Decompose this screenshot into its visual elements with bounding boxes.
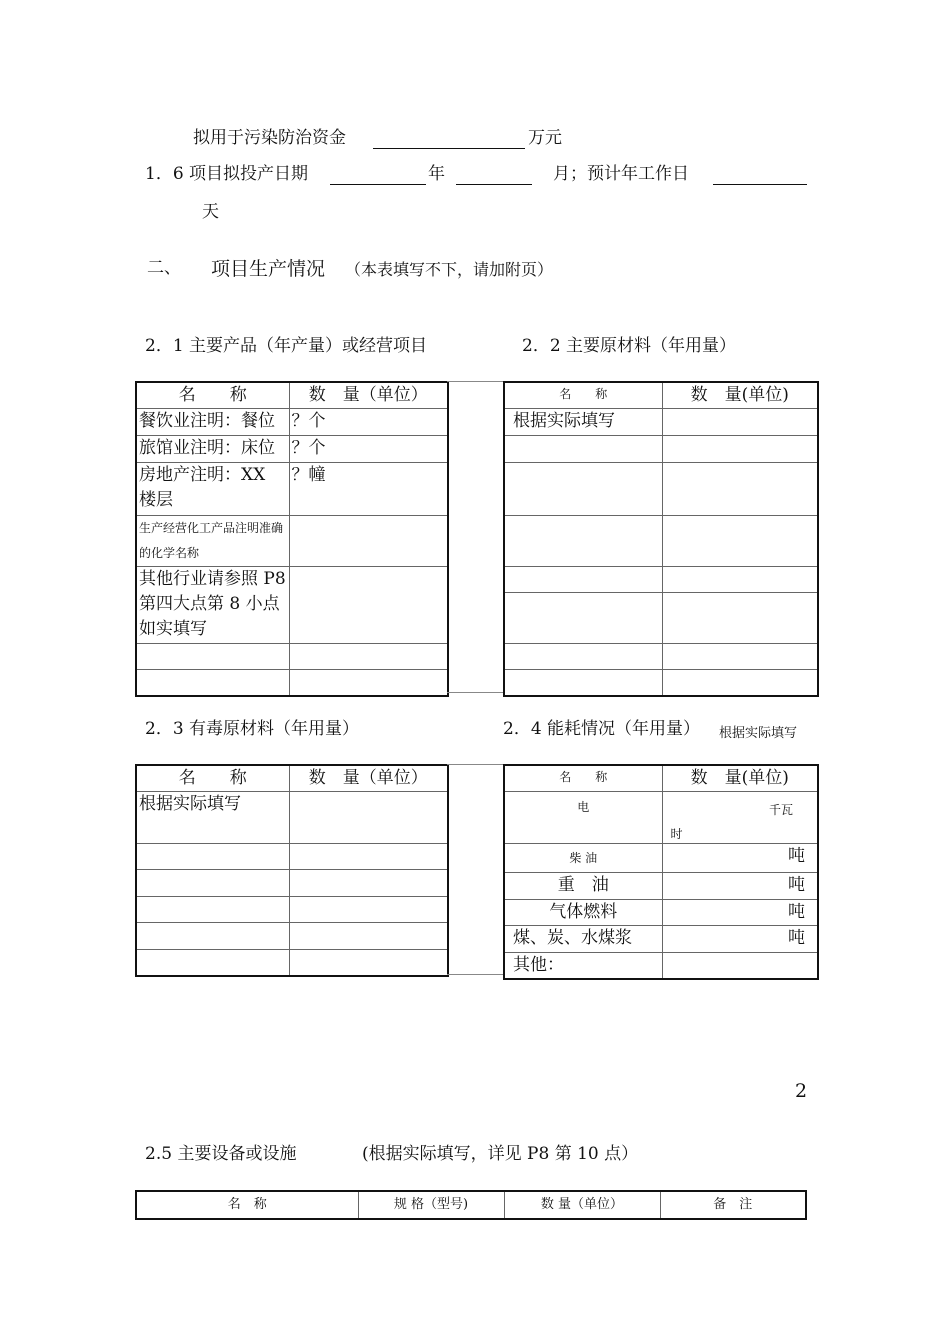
table-cell[interactable] <box>504 567 662 593</box>
table-cell[interactable] <box>662 953 818 980</box>
energy-gas: 气体燃料 <box>504 900 662 926</box>
table-gap <box>447 764 503 975</box>
table-cell[interactable] <box>504 436 662 463</box>
table-cell[interactable]: ？个 <box>289 436 448 463</box>
table-cell: 旅馆业注明：床位 <box>136 436 289 463</box>
table-cell[interactable] <box>662 409 818 436</box>
energy-heavy-oil: 重 油 <box>504 873 662 900</box>
t21-header-qty: 数 量（单位） <box>289 382 448 409</box>
table-cell[interactable] <box>289 923 448 950</box>
energy-diesel: 柴 油 <box>504 844 662 873</box>
page-number: 2 <box>795 1080 808 1102</box>
energy-gas-unit[interactable]: 吨 <box>662 900 818 926</box>
t24-header-name: 名 称 <box>504 765 662 792</box>
table-cell[interactable] <box>662 593 818 644</box>
table-cell: 根据实际填写 <box>504 409 662 436</box>
section-number: 二、 <box>147 258 181 278</box>
energy-heavy-oil-unit[interactable]: 吨 <box>662 873 818 900</box>
table-cell: 根据实际填写 <box>136 792 289 844</box>
t23-caption: 2．3 有毒原材料（年用量） <box>145 719 360 739</box>
table-cell[interactable] <box>136 644 289 670</box>
table-cell[interactable] <box>289 644 448 670</box>
t25-header-name: 名 称 <box>136 1191 358 1219</box>
t22-table <box>503 381 819 697</box>
workday-blank[interactable] <box>713 184 807 185</box>
energy-coal: 煤、炭、水煤浆 <box>504 926 662 953</box>
t23-table <box>135 764 449 977</box>
table-cell[interactable] <box>662 463 818 516</box>
table-cell[interactable] <box>136 950 289 976</box>
table-gap <box>447 381 503 693</box>
t21-table <box>135 381 449 697</box>
t24-header-qty: 数 量(单位) <box>662 765 818 792</box>
table-cell[interactable] <box>289 792 448 844</box>
table-cell[interactable] <box>662 567 818 593</box>
t25-header-qty: 数 量（单位） <box>504 1191 660 1219</box>
t25-table <box>135 1190 807 1220</box>
energy-other: 其他： <box>504 953 662 980</box>
table-cell[interactable]: ？幢 <box>289 463 448 516</box>
table-cell[interactable] <box>504 670 662 696</box>
table-cell[interactable] <box>136 923 289 950</box>
table-cell[interactable] <box>136 897 289 923</box>
energy-diesel-unit[interactable]: 吨 <box>662 844 818 873</box>
energy-coal-unit[interactable]: 吨 <box>662 926 818 953</box>
month-label: 月；预计年工作日 <box>553 164 689 184</box>
table-cell: 餐饮业注明：餐位 <box>136 409 289 436</box>
electric-qty-cell[interactable] <box>662 792 818 844</box>
table-cell[interactable] <box>662 436 818 463</box>
t24-caption: 2．4 能耗情况（年用量） <box>503 719 701 739</box>
month-blank[interactable] <box>456 184 532 185</box>
t21-header-name: 名 称 <box>136 382 289 409</box>
table-cell[interactable] <box>289 897 448 923</box>
table-cell[interactable] <box>289 950 448 976</box>
fund-unit: 万元 <box>528 128 562 148</box>
t25-caption: 2.5 主要设备或设施 <box>145 1144 297 1164</box>
day-label: 天 <box>202 202 219 222</box>
table-cell[interactable] <box>136 870 289 897</box>
table-cell[interactable] <box>136 670 289 696</box>
table-cell: 生产经营化工产品注明准确的化学名称 <box>136 516 289 567</box>
t23-header-name: 名 称 <box>136 765 289 792</box>
section-note: （本表填写不下，请加附页） <box>345 260 554 279</box>
table-cell[interactable] <box>662 644 818 670</box>
table-cell[interactable] <box>504 593 662 644</box>
table-cell[interactable] <box>662 670 818 696</box>
section-title: 项目生产情况 <box>211 258 326 280</box>
table-cell[interactable] <box>289 844 448 870</box>
table-cell: 其他行业请参照 P8 第四大点第 8 小点如实填写 <box>136 567 289 644</box>
table-cell[interactable] <box>504 644 662 670</box>
t25-header-spec: 规 格（型号) <box>358 1191 504 1219</box>
table-cell[interactable]: ？个 <box>289 409 448 436</box>
table-cell[interactable] <box>504 516 662 567</box>
table-cell[interactable] <box>289 670 448 696</box>
table-cell: 房地产注明：XX 楼层 <box>136 463 289 516</box>
energy-electric: 电 <box>504 792 662 844</box>
table-cell[interactable] <box>289 567 448 644</box>
t21-caption: 2．1 主要产品（年产量）或经营项目 <box>145 336 428 356</box>
t25-header-remark: 备 注 <box>660 1191 806 1219</box>
t24-caption-note: 根据实际填写 <box>719 726 798 741</box>
t22-header-name: 名 称 <box>504 382 662 409</box>
table-cell[interactable] <box>289 516 448 567</box>
t22-caption: 2．2 主要原材料（年用量） <box>522 336 737 356</box>
electric-unit-a: 千瓦 <box>768 803 793 817</box>
t22-header-qty: 数 量(单位) <box>662 382 818 409</box>
t23-header-qty: 数 量（单位） <box>289 765 448 792</box>
fund-blank[interactable] <box>373 148 525 149</box>
fund-label: 拟用于污染防治资金 <box>193 128 346 148</box>
table-cell[interactable] <box>504 463 662 516</box>
t24-table <box>503 764 819 980</box>
electric-unit-b: 时 <box>670 827 683 841</box>
date-label: 1．6 项目拟投产日期 <box>145 164 309 184</box>
table-cell[interactable] <box>289 870 448 897</box>
table-cell[interactable] <box>662 516 818 567</box>
year-label: 年 <box>428 164 445 184</box>
year-blank[interactable] <box>330 184 426 185</box>
t25-note: (根据实际填写，详见 P8 第 10 点） <box>362 1144 639 1164</box>
table-cell[interactable] <box>136 844 289 870</box>
